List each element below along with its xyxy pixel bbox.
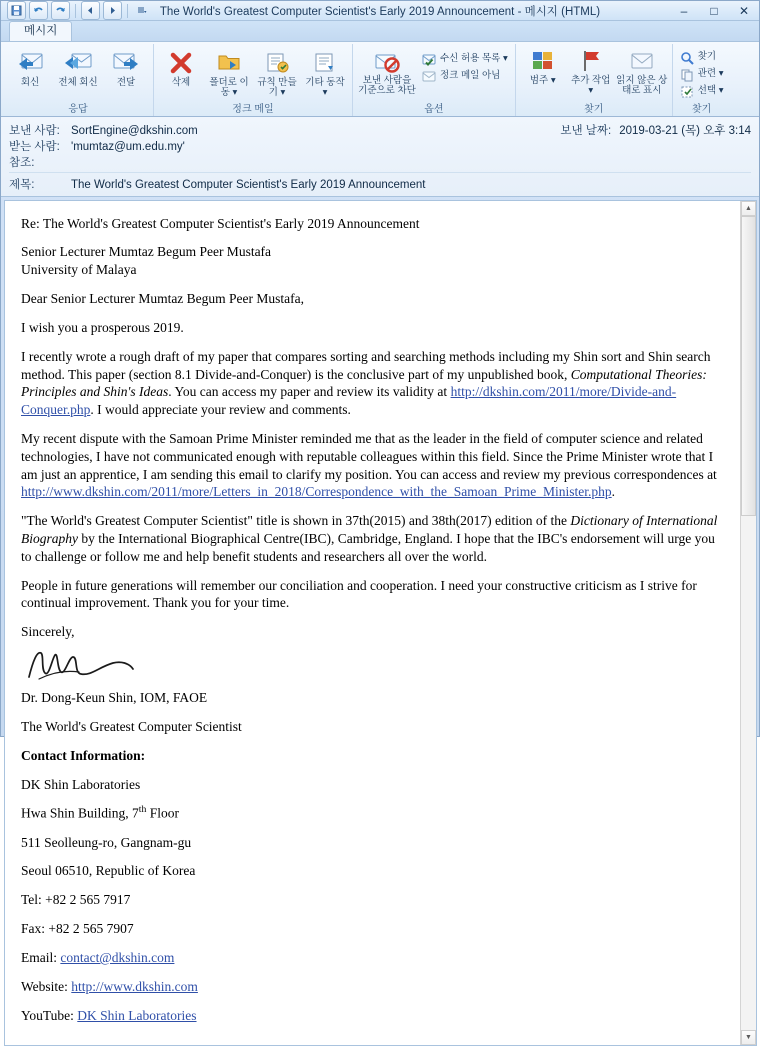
para2-text-c: . I would appreciate your review and comments. xyxy=(90,402,351,418)
ribbon-group-respond xyxy=(1,44,154,116)
cc-row xyxy=(9,154,751,170)
rules-icon xyxy=(264,48,290,76)
ribbon-group-actions-label: 정크 메일 xyxy=(232,103,274,115)
delete-label: 삭제 xyxy=(171,76,191,88)
window-buttons[interactable] xyxy=(669,1,759,20)
ribbon-tab-strip[interactable] xyxy=(1,21,759,41)
move-folder-label: 폴더로 이동 ▾ xyxy=(209,76,249,99)
categorize-label: 범주 ▾ xyxy=(529,74,556,86)
follow-up-icon xyxy=(577,48,605,74)
contact-line-building: Hwa Shin Building, 7th Floor xyxy=(21,804,179,821)
ribbon-group-options-label: 찾기 xyxy=(584,103,604,115)
paragraph-4 xyxy=(21,512,724,565)
qat-separator xyxy=(75,4,76,18)
message-body-container xyxy=(4,200,757,1046)
closing: Sincerely, xyxy=(21,624,75,640)
para4-text-b: by the International Biographical Centre(IBC), Cambridge, England. I hope that the IBC's endorsement will urge you to challenge or follow me and help benefit students and researchers all over the world. xyxy=(21,531,715,564)
contact-line-lab: DK Shin Laboratories xyxy=(21,776,141,792)
mark-unread-label: 읽지 않은 상태로 표시 xyxy=(616,74,668,97)
recipient-title: Senior Lecturer Mumtaz Begum Peer Mustafa xyxy=(21,244,272,260)
ribbon[interactable] xyxy=(1,41,759,117)
related-label: 관련 ▾ xyxy=(697,68,724,80)
ribbon-group-junk-label: 옵션 xyxy=(424,103,444,115)
para4-text-a: "The World's Greatest Computer Scientist" title is shown in 37th(2015) and 38th(2017) edition of the xyxy=(21,513,571,529)
scroll-up-button[interactable]: ▲ xyxy=(741,201,756,216)
safe-lists-icon xyxy=(422,53,437,67)
select-button[interactable] xyxy=(677,84,727,100)
related-button[interactable] xyxy=(677,67,727,83)
not-junk-label: 정크 메일 아님 xyxy=(440,70,501,82)
select-label: 선택 ▾ xyxy=(697,85,724,97)
safe-lists-label: 수신 허용 목록 ▾ xyxy=(440,53,508,65)
create-rule-button[interactable] xyxy=(254,46,300,99)
safe-lists-button[interactable] xyxy=(419,52,511,68)
sent-label: 보낸 날짜: xyxy=(560,124,612,137)
customize-qat-icon[interactable] xyxy=(133,2,150,19)
rules-label: 규칙 만들기 ▾ xyxy=(257,76,297,99)
body-subject-line: Re: The World's Greatest Computer Scientist's Early 2019 Announcement xyxy=(21,215,420,231)
sent-date-group xyxy=(560,122,751,138)
maximize-button[interactable]: □ xyxy=(710,3,718,18)
other-actions-button[interactable] xyxy=(302,46,348,99)
to-row xyxy=(9,138,751,154)
subject-row xyxy=(9,172,751,192)
find-label: 찾기 xyxy=(697,51,717,63)
delete-icon xyxy=(168,48,194,76)
contact-line-tel: Tel: +82 2 565 7917 xyxy=(21,892,131,908)
reply-all-button[interactable] xyxy=(55,46,101,89)
close-button[interactable]: ✕ xyxy=(738,3,750,18)
delete-button[interactable] xyxy=(158,46,204,89)
email-link[interactable]: contact@dkshin.com xyxy=(60,949,175,965)
to-label: 받는 사람: xyxy=(9,140,60,153)
not-junk-icon xyxy=(422,70,437,84)
mark-unread-icon xyxy=(628,48,656,74)
find-button[interactable] xyxy=(677,50,727,66)
recipient-org: University of Malaya xyxy=(21,262,137,278)
ribbon-group-actions xyxy=(154,44,353,116)
from-row xyxy=(9,122,751,138)
email-label: Email: xyxy=(21,949,61,965)
related-icon xyxy=(680,68,695,82)
select-icon xyxy=(680,85,695,99)
forward-icon xyxy=(111,48,141,76)
other-actions-icon xyxy=(312,48,338,76)
title-bar xyxy=(1,1,759,21)
quick-access-toolbar[interactable] xyxy=(1,1,150,20)
ribbon-group-respond-label: 응답 xyxy=(68,103,88,115)
website-label: Website: xyxy=(21,978,72,994)
book-title: Computational Theories: Principles and Shin's Ideas xyxy=(21,366,707,400)
ribbon-group-find xyxy=(673,44,731,116)
scroll-thumb[interactable] xyxy=(741,216,756,516)
not-junk-button[interactable] xyxy=(419,69,511,85)
block-sender-label: 보낸 사람을 기준으로 차단 xyxy=(358,74,416,97)
para3-text-c: . xyxy=(611,484,616,500)
categorize-button[interactable] xyxy=(520,46,566,87)
previous-item-icon[interactable] xyxy=(81,1,100,20)
scroll-down-button[interactable]: ▼ xyxy=(741,1030,756,1045)
move-folder-icon xyxy=(216,48,242,76)
ribbon-group-options xyxy=(516,44,673,116)
contact-heading: Contact Information: xyxy=(21,747,146,763)
youtube-link[interactable]: DK Shin Laboratories xyxy=(77,1007,197,1023)
samoan-correspondence-link[interactable]: http://www.dkshin.com/2011/more/Letters_in_2018/Correspondence_with_the_Samoan_Prime_Minister.php xyxy=(21,484,612,500)
body-vertical-scrollbar[interactable] xyxy=(740,201,756,1046)
other-actions-label: 기타 동작 ▾ xyxy=(305,76,345,99)
contact-line-street: 511 Seolleung-ro, Gangnam-gu xyxy=(21,834,192,850)
move-to-folder-button[interactable] xyxy=(206,46,252,99)
reply-all-label: 전체 회신 xyxy=(58,76,98,88)
subject-value: The World's Greatest Computer Scientist's Early 2019 Announcement xyxy=(71,178,426,191)
undo-icon[interactable] xyxy=(29,1,48,20)
to-value[interactable]: 'mumtaz@um.edu.my' xyxy=(71,140,185,153)
window-title: The World's Greatest Computer Scientist's Early 2019 Announcement - 메시지 (HTML) xyxy=(159,5,601,18)
message-header xyxy=(1,117,759,197)
ribbon-group-junk xyxy=(353,44,516,116)
paragraph-5: People in future generations will remember our conciliation and cooperation. I need your constructive criticism as I strive for continual improvement. Thank you for your time. xyxy=(21,577,697,611)
qat-separator-2 xyxy=(127,4,128,18)
para3-text-a: My recent dispute with the Samoan Prime Minister reminded me that as the leader in the field of computer science and related technologies, I have not communicated enough with reputable colleagues within this field. Since the Prime Minister wrote that I am just an apprentice, I am sending this email to clarify my position. You can access and review my previous correspondences at xyxy=(21,430,717,482)
forward-label: 전달 xyxy=(116,76,136,88)
ribbon-group-find-label: 찾기 xyxy=(691,103,712,115)
contact-line-fax: Fax: +82 2 565 7907 xyxy=(21,921,134,937)
from-label: 보낸 사람: xyxy=(9,124,60,137)
from-value[interactable]: SortEngine@dkshin.com xyxy=(71,124,198,137)
paragraph-3 xyxy=(21,430,724,501)
block-sender-icon xyxy=(373,48,401,74)
para2-text-b: . You can access my paper and review its validity at xyxy=(168,384,451,400)
reply-icon xyxy=(15,48,45,76)
youtube-label: YouTube: xyxy=(21,1007,78,1023)
reply-label: 회신 xyxy=(20,76,40,88)
tab-message[interactable]: 메시지 xyxy=(9,21,72,41)
paragraph-1: I wish you a prosperous 2019. xyxy=(21,319,184,335)
dictionary-title: Dictionary of International Biography xyxy=(21,513,718,547)
scroll-track[interactable] xyxy=(741,216,756,1031)
follow-up-button[interactable] xyxy=(568,46,614,97)
subject-label: 제목: xyxy=(9,178,35,191)
find-icon xyxy=(680,51,695,65)
contact-line-website xyxy=(21,978,724,996)
mark-unread-button[interactable] xyxy=(616,46,668,97)
forward-button[interactable] xyxy=(103,46,149,89)
salutation: Dear Senior Lecturer Mumtaz Begum Peer Mustafa, xyxy=(21,291,305,307)
handwritten-signature xyxy=(21,643,724,685)
contact-line-youtube xyxy=(21,1007,724,1025)
save-icon[interactable] xyxy=(7,1,26,20)
para2-text-a: I recently wrote a rough draft of my paper that compares sorting and searching methods including my Shin sort and Shin search method. This paper (section 8.1 Divide-and-Conquer) is the conclusive part of my unpublished book, xyxy=(21,348,711,382)
reply-all-icon xyxy=(63,48,93,76)
sent-value: 2019-03-21 (목) 오후 3:14 xyxy=(619,124,751,137)
cc-label: 참조: xyxy=(9,156,35,169)
next-item-icon[interactable] xyxy=(103,1,122,20)
contact-line-email xyxy=(21,949,724,967)
minimize-button[interactable]: – xyxy=(680,3,688,18)
message-body xyxy=(5,201,740,1046)
reply-button[interactable] xyxy=(7,46,53,89)
categorize-icon xyxy=(529,48,557,74)
block-sender-button[interactable] xyxy=(357,46,417,97)
paragraph-2 xyxy=(21,348,724,419)
follow-up-label: 추가 작업 ▾ xyxy=(571,74,611,97)
contact-line-city: Seoul 06510, Republic of Korea xyxy=(21,863,196,879)
website-link[interactable]: http://www.dkshin.com xyxy=(71,978,198,994)
signer-title: The World's Greatest Computer Scientist xyxy=(21,718,242,734)
divide-and-conquer-link[interactable]: http://dkshin.com/2011/more/Divide-and-Conquer.php xyxy=(21,384,677,418)
ordinal-suffix: th xyxy=(138,804,147,816)
signer-name: Dr. Dong-Keun Shin, IOM, FAOE xyxy=(21,690,208,706)
redo-icon[interactable] xyxy=(51,1,70,20)
